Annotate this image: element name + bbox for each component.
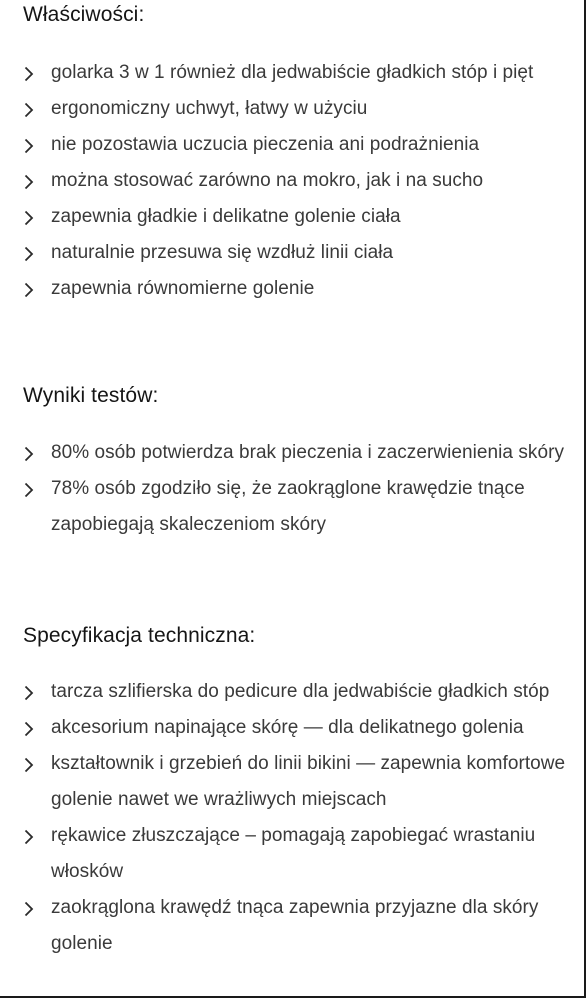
section-title-properties: Właściwości: <box>23 3 145 26</box>
list-item: akcesorium napinające skórę — dla delikatnego golenia <box>0 710 584 746</box>
chevron-right-icon <box>24 721 34 737</box>
chevron-right-icon <box>24 757 34 773</box>
chevron-right-icon <box>24 446 34 462</box>
list-item: 78% osób zgodziło się, że zaokrąglone krawędzie tnące zapobiegają skaleczeniom skóry <box>0 471 584 543</box>
list-item: 80% osób potwierdza brak pieczenia i zaczerwienienia skóry <box>0 435 584 471</box>
chevron-right-icon <box>24 482 34 498</box>
section-title-test-results: Wyniki testów: <box>23 384 159 407</box>
list-item: nie pozostawia uczucia pieczenia ani podrażnienia <box>0 127 584 163</box>
list-item: kształtownik i grzebień do linii bikini — zapewnia komfortowe golenie nawet we wrażliwych miejscach <box>0 746 584 818</box>
list-item: rękawice złuszczające – pomagają zapobiegać wrastaniu włosków <box>0 818 584 890</box>
list-item: zapewnia równomierne golenie <box>0 271 584 307</box>
list-item: zaokrąglona krawędź tnąca zapewnia przyjazne dla skóry golenie <box>0 890 584 962</box>
chevron-right-icon <box>24 829 34 845</box>
technical-specification-list <box>0 674 584 962</box>
section-title-technical-specification: Specyfikacja techniczna: <box>23 624 256 647</box>
chevron-right-icon <box>24 685 34 701</box>
chevron-right-icon <box>24 138 34 154</box>
list-item: można stosować zarówno na mokro, jak i na sucho <box>0 163 584 199</box>
chevron-right-icon <box>24 174 34 190</box>
test-results-list <box>0 435 584 543</box>
chevron-right-icon <box>24 66 34 82</box>
list-item: tarcza szlifierska do pedicure dla jedwabiście gładkich stóp <box>0 674 584 710</box>
chevron-right-icon <box>24 282 34 298</box>
list-item: naturalnie przesuwa się wzdłuż linii ciała <box>0 235 584 271</box>
list-item: ergonomiczny uchwyt, łatwy w użyciu <box>0 91 584 127</box>
chevron-right-icon <box>24 102 34 118</box>
chevron-right-icon <box>24 246 34 262</box>
properties-list <box>0 55 584 307</box>
chevron-right-icon <box>24 901 34 917</box>
chevron-right-icon <box>24 210 34 226</box>
list-item: golarka 3 w 1 również dla jedwabiście gładkich stóp i pięt <box>0 55 584 91</box>
list-item: zapewnia gładkie i delikatne golenie ciała <box>0 199 584 235</box>
